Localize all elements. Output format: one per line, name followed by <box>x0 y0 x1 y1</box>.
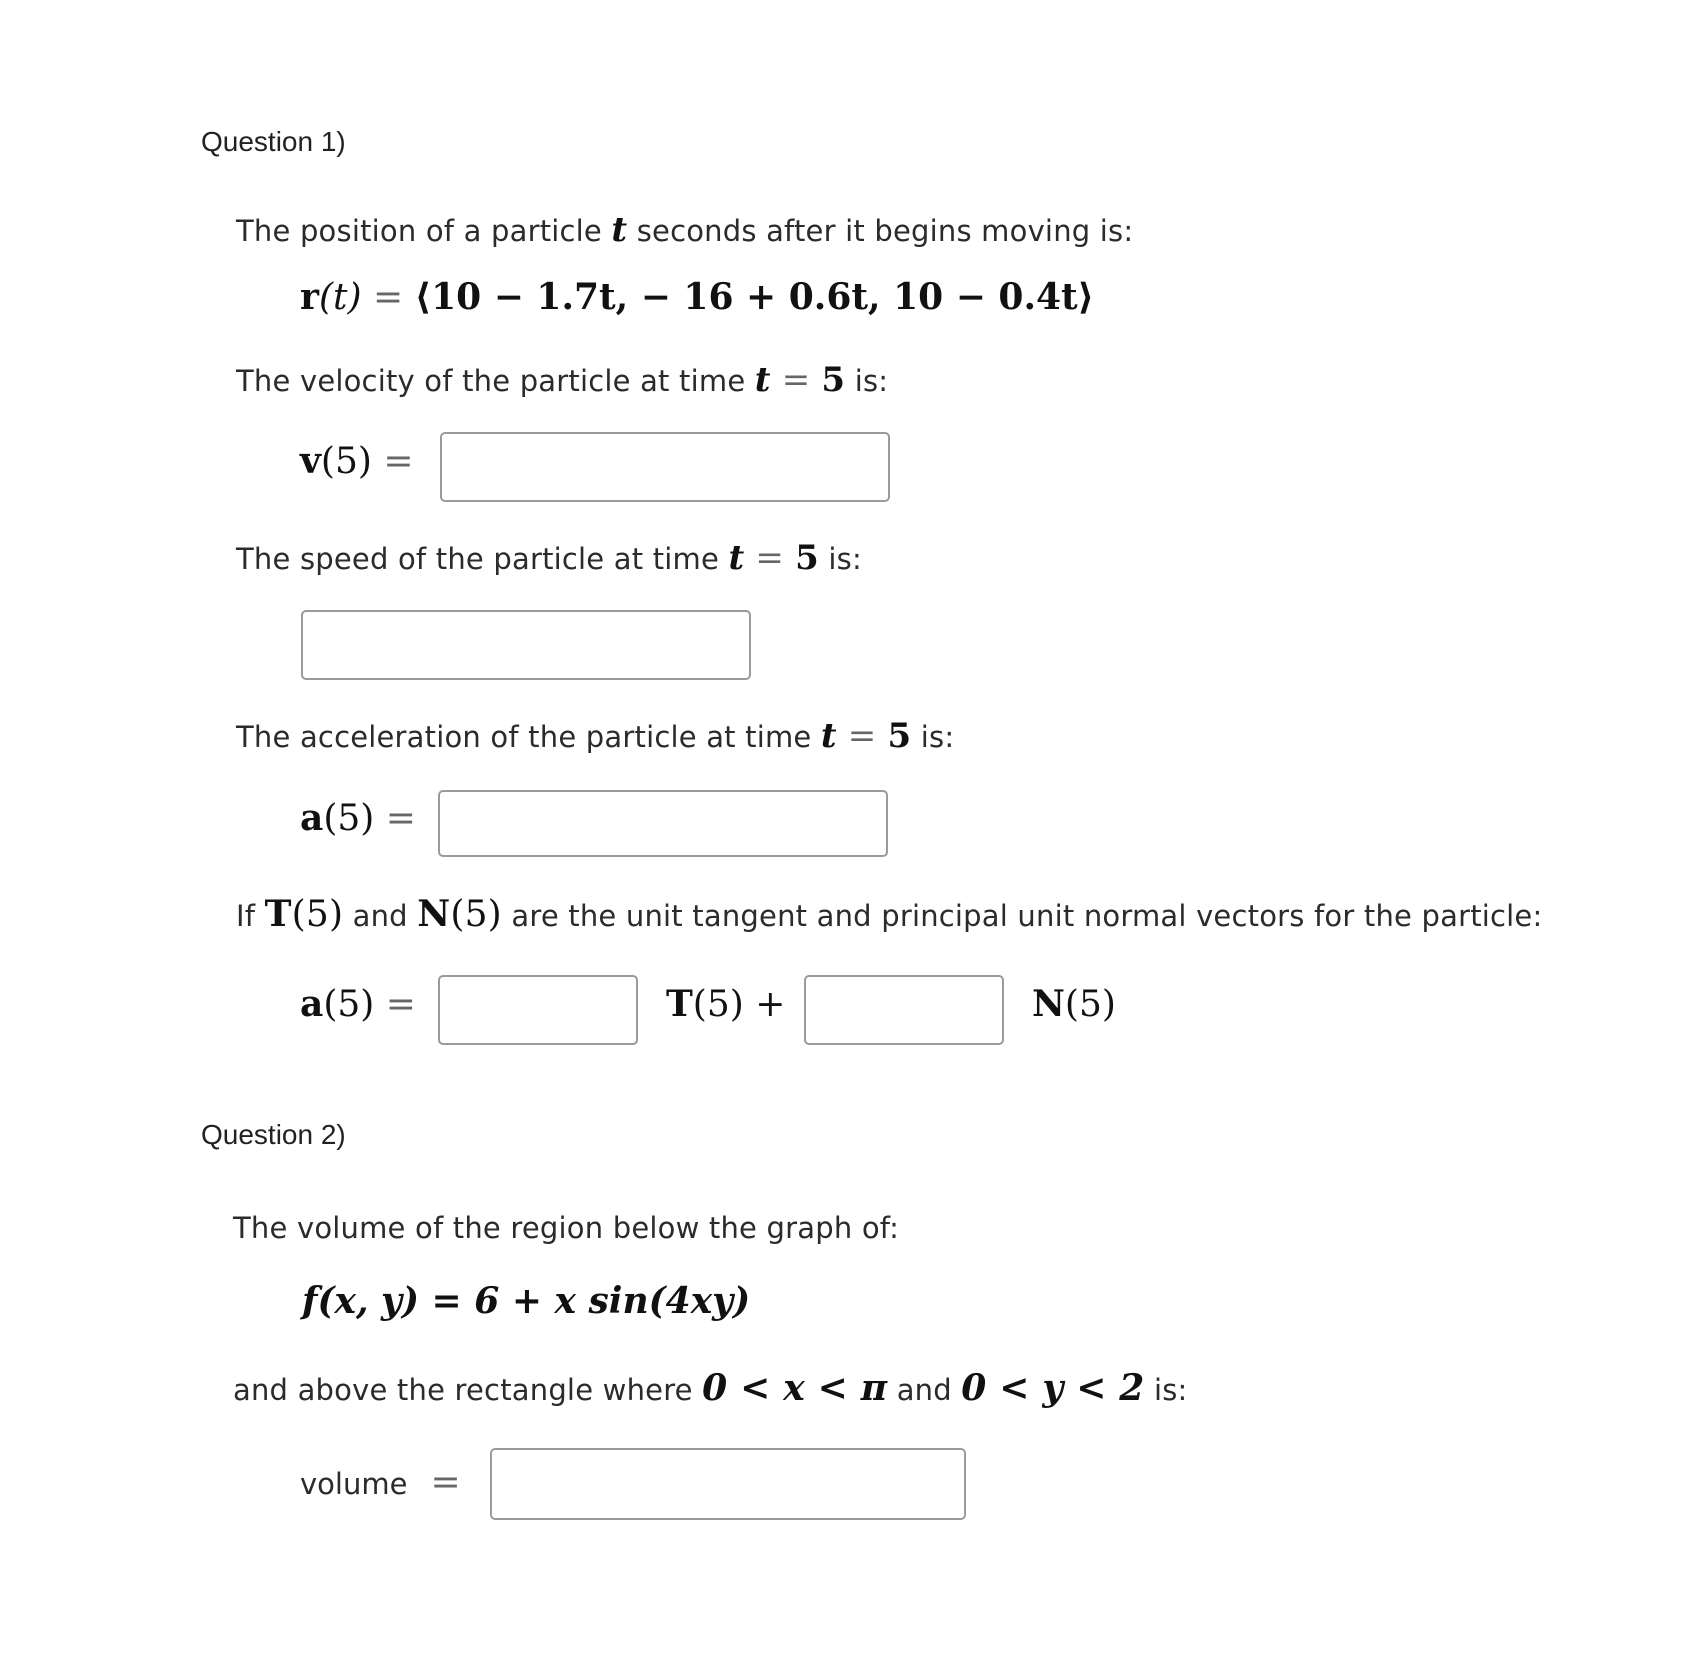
velocity-label <box>300 440 414 482</box>
a-argument: (5) <box>323 984 375 1025</box>
volume-intro: The volume of the region below the graph of: <box>233 1211 900 1245</box>
n-argument: (5) <box>1064 984 1116 1025</box>
question-1-heading: Question 1) <box>201 126 346 157</box>
tangent-term <box>666 983 785 1025</box>
y-range: 0 < y < 2 <box>961 1367 1145 1409</box>
r-argument: (t) <box>318 277 362 318</box>
velocity-input[interactable] <box>440 432 890 502</box>
var-t: t <box>611 210 628 250</box>
v-vector: v <box>300 440 321 482</box>
tangent-normal-prompt <box>236 893 1542 935</box>
tn-prompt-pre: If <box>236 899 256 933</box>
speed-prompt-post: is: <box>828 542 862 576</box>
var-t: t <box>820 716 837 756</box>
rect-prompt-mid: and <box>896 1373 952 1407</box>
velocity-prompt-post: is: <box>854 364 889 398</box>
velocity-prompt <box>236 360 888 400</box>
var-t: t <box>754 360 771 400</box>
n-vector: N <box>1032 983 1065 1025</box>
equals-sign: = <box>383 441 414 482</box>
n-argument: (5) <box>450 894 502 935</box>
acceleration-input[interactable] <box>438 790 888 857</box>
speed-prompt-pre: The speed of the particle at time <box>236 542 720 576</box>
function-formula: f(x, y) = 6 + x sin(4xy) <box>302 1280 751 1322</box>
acceleration-prompt-pre: The acceleration of the particle at time <box>236 720 812 754</box>
n-vector: N <box>417 893 451 935</box>
position-intro-pre: The position of a particle <box>236 214 602 248</box>
r-vector: r <box>300 276 319 318</box>
tn-prompt-post: are the unit tangent and principal unit normal vectors for the particle: <box>511 899 1543 933</box>
v-argument: (5) <box>320 441 372 482</box>
normal-component-input[interactable] <box>804 975 1004 1045</box>
plus-sign: + <box>755 984 786 1025</box>
equals-sign: = <box>836 716 888 756</box>
var-t: t <box>728 538 745 578</box>
time-value: 5 <box>887 716 912 756</box>
equals-sign: = <box>385 984 416 1025</box>
volume-label: volume <box>300 1467 408 1501</box>
velocity-prompt-pre: The velocity of the particle at time <box>236 364 746 398</box>
rect-prompt-pre: and above the rectangle where <box>233 1373 693 1407</box>
normal-term <box>1032 983 1116 1025</box>
position-formula <box>300 276 1094 318</box>
position-intro <box>236 210 1133 250</box>
a-vector: a <box>300 983 324 1025</box>
acceleration-prompt <box>236 716 954 756</box>
position-vector-components: ⟨10 − 1.7t, − 16 + 0.6t, 10 − 0.4t⟩ <box>414 276 1095 318</box>
acceleration-prompt-post: is: <box>920 720 955 754</box>
t-argument: (5) <box>291 894 344 935</box>
a-vector: a <box>300 797 324 839</box>
position-intro-post: seconds after it begins moving is: <box>636 214 1134 248</box>
tn-acceleration-label <box>300 983 416 1025</box>
equals-sign: = <box>430 1462 461 1503</box>
x-range: 0 < x < π <box>702 1367 888 1409</box>
volume-input[interactable] <box>490 1448 966 1520</box>
time-value: 5 <box>821 360 846 400</box>
t-vector: T <box>264 893 292 935</box>
equals-sign: = <box>372 277 404 318</box>
equals-sign: = <box>770 360 822 400</box>
tn-prompt-mid: and <box>352 899 408 933</box>
a-argument: (5) <box>323 798 375 839</box>
volume-label-group <box>300 1462 461 1503</box>
rect-prompt-post: is: <box>1153 1373 1188 1407</box>
question-2-heading: Question 2) <box>201 1119 346 1150</box>
t-vector: T <box>666 983 693 1025</box>
time-value: 5 <box>795 538 819 578</box>
speed-input[interactable] <box>301 610 751 680</box>
equals-sign: = <box>385 798 416 839</box>
t-argument: (5) <box>692 984 744 1025</box>
speed-prompt <box>236 538 862 578</box>
acceleration-label <box>300 797 416 839</box>
tangential-component-input[interactable] <box>438 975 638 1045</box>
rectangle-prompt <box>233 1367 1188 1409</box>
equals-sign: = <box>744 538 796 578</box>
